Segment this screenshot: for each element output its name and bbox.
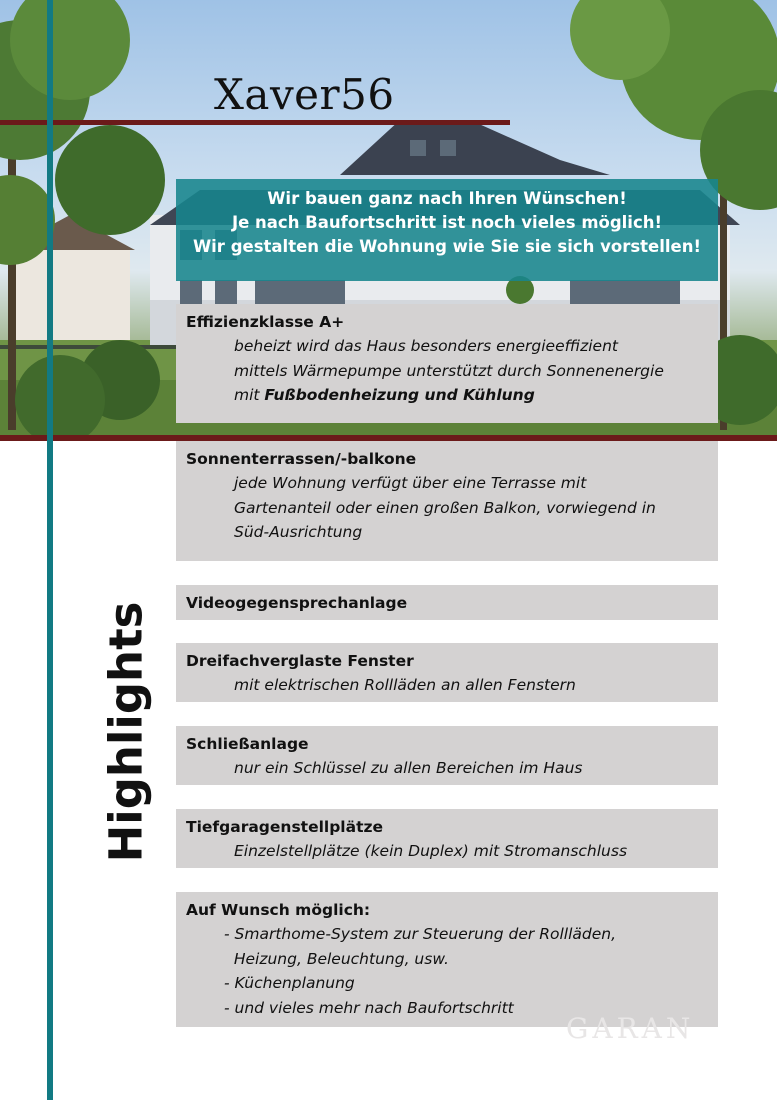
promo-banner (176, 179, 718, 281)
options-list (186, 922, 708, 1020)
feature-card-terraces (176, 441, 718, 561)
card-line: Süd-Ausrichtung (234, 523, 363, 541)
feature-card-parking (176, 809, 718, 868)
card-line: mittels Wärmepumpe unterstützt durch Sonnenenergie (234, 361, 664, 380)
card-description (186, 756, 708, 781)
list-item: - und vieles mehr nach Baufortschritt (224, 998, 514, 1017)
card-title: Tiefgaragenstellplätze (186, 818, 384, 836)
banner-line: Je nach Baufortschritt ist noch vieles möglich! (231, 213, 663, 232)
card-title: Sonnenterrassen/-balkone (186, 450, 417, 468)
card-line (234, 383, 708, 408)
banner-line: Wir gestalten die Wohnung wie Sie sie sich vorstellen! (192, 237, 702, 256)
header-rule (0, 120, 510, 125)
card-title: Dreifachverglaste Fenster (186, 652, 414, 670)
card-line-bold: Fußbodenheizung und Kühlung (264, 386, 535, 404)
card-title: Schließanlage (186, 735, 309, 753)
card-line: beheizt wird das Haus besonders energieeffizient (234, 337, 618, 355)
watermark: GARAN (566, 1012, 695, 1045)
list-item: - Küchenplanung (224, 974, 355, 992)
list-item: Heizung, Beleuchtung, usw. (224, 949, 449, 968)
card-line: jede Wohnung verfügt über eine Terrasse mit (234, 474, 587, 492)
vertical-accent-bar (47, 0, 53, 1100)
feature-card-intercom (176, 585, 718, 620)
card-line-prefix: mit (234, 386, 265, 404)
brand-title: Xaver56 (214, 70, 395, 119)
card-title: Auf Wunsch möglich: (186, 901, 371, 919)
card-line: mit elektrischen Rollläden an allen Fenstern (234, 676, 576, 694)
feature-card-windows (176, 643, 718, 702)
card-line: Einzelstellplätze (kein Duplex) mit Stromanschluss (234, 842, 628, 860)
card-description (186, 839, 708, 864)
card-line: Gartenanteil oder einen großen Balkon, vorwiegend in (234, 498, 656, 517)
card-title: Effizienzklasse A+ (186, 313, 345, 331)
highlights-side-label: Highlights (99, 601, 153, 863)
card-description (186, 334, 708, 408)
banner-line: Wir bauen ganz nach Ihren Wünschen! (267, 189, 627, 208)
feature-card-efficiency (176, 304, 718, 423)
card-title: Videogegensprechanlage (186, 594, 408, 612)
card-description (186, 673, 708, 698)
feature-card-lock (176, 726, 718, 785)
list-item: - Smarthome-System zur Steuerung der Rollläden, (224, 925, 616, 943)
feature-card-options (176, 892, 718, 1027)
card-description (186, 471, 708, 545)
card-line: nur ein Schlüssel zu allen Bereichen im Haus (234, 759, 583, 777)
